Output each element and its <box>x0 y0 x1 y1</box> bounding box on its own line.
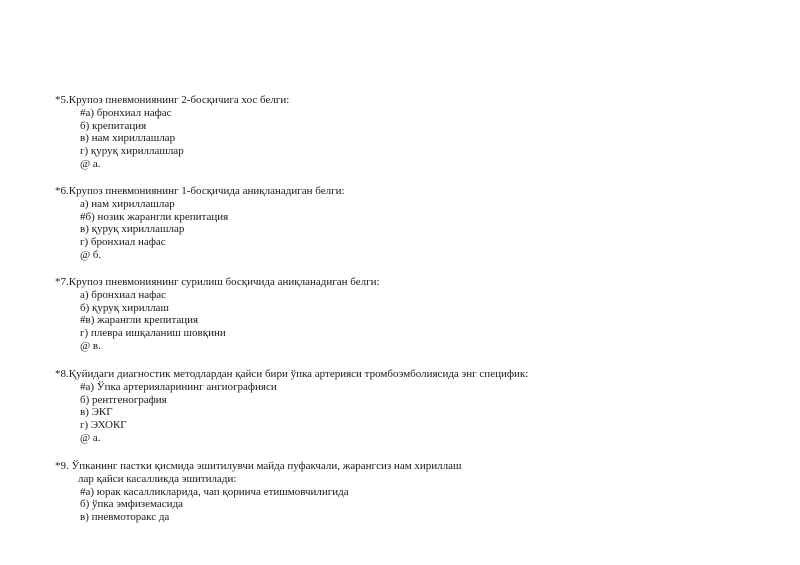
answer-option: г) ЭХОКГ <box>80 419 127 432</box>
answer-key: @ б. <box>80 248 102 261</box>
question-stem: *7.Крупоз пневмониянинг сурилиш босқичида аниқланадиган белги: <box>55 276 380 288</box>
answer-option: б) ўпка эмфиземасида <box>80 498 184 511</box>
answer-option: а) нам хириллашлар <box>80 197 175 210</box>
question-9 <box>55 460 755 524</box>
answer-option: #б) нозик жарангли крепитация <box>80 210 229 223</box>
answer-option: в) пневмоторакс да <box>80 511 170 524</box>
question-7 <box>55 276 755 353</box>
question-8 <box>55 368 755 445</box>
answer-option: в) ЭКГ <box>80 406 113 419</box>
answer-option: в) қуруқ хириллашлар <box>80 223 185 236</box>
answer-option: #в) жарангли крепитация <box>80 314 199 327</box>
answer-option: б) рентгенография <box>80 393 167 406</box>
answer-option: в) нам хириллашлар <box>80 132 176 145</box>
answer-option: #а) Ўпка артерияларининг ангиографияси <box>80 380 277 393</box>
answer-option: а) бронхиал нафас <box>80 288 167 301</box>
question-stem: *5.Крупоз пневмониянинг 2-босқичига хос белги: <box>55 94 290 106</box>
answer-option: г) плевра ишқаланиш шовқини <box>80 327 226 340</box>
answer-option: #а) бронхиал нафас <box>80 106 172 119</box>
answer-option: г) қуруқ хириллашлар <box>80 145 184 158</box>
answer-option: #а) юрак касалликларида, чап қоринча етишмовчилигида <box>80 485 349 498</box>
answer-key: @ в. <box>80 339 101 352</box>
answer-option: г) бронхиал нафас <box>80 236 166 249</box>
question-stem-continued: лар қайси касалликда эшитилади: <box>78 472 237 485</box>
question-stem: *8.Қуйидаги диагностик методлардан қайси бири ўпка артерияси тромбоэмболиясида энг специфик: <box>55 368 529 380</box>
answer-option: б) крепитация <box>80 119 147 132</box>
question-stem: *9. Ўпканинг пастки қисмида эшитилувчи майда пуфакчали, жарангсиз нам хириллаш <box>55 460 462 472</box>
answer-key: @ а. <box>80 431 101 444</box>
question-5 <box>55 94 755 171</box>
question-stem: *6.Крупоз пневмониянинг 1-босқичида аниқланадиган белги: <box>55 185 345 197</box>
question-6 <box>55 185 755 262</box>
answer-key: @ а. <box>80 157 101 170</box>
answer-option: б) қуруқ хириллаш <box>80 301 169 314</box>
